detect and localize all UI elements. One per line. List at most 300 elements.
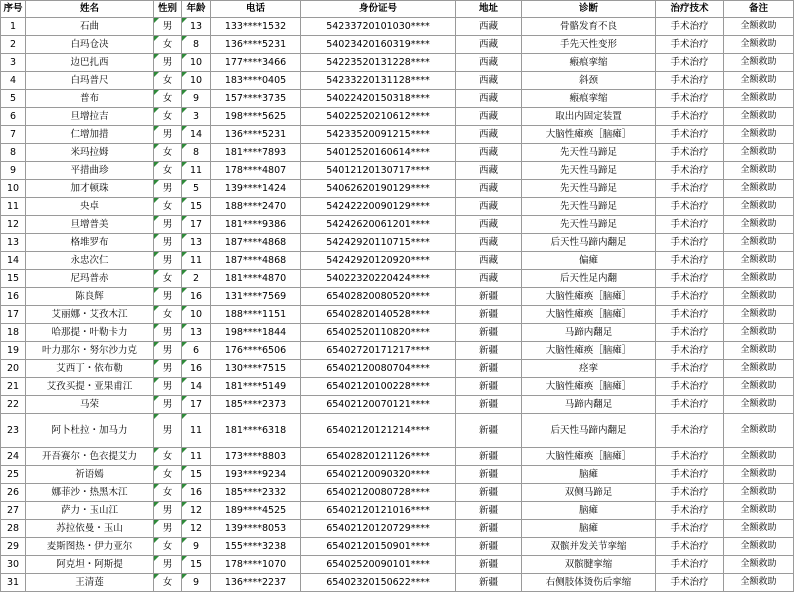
cell-phone: 188****1151 (211, 306, 301, 324)
cell-diagnosis: 先天性马蹄足 (522, 162, 656, 180)
cell-address: 新疆 (456, 466, 522, 484)
cell-phone: 177****3466 (211, 54, 301, 72)
cell-phone: 181****7893 (211, 144, 301, 162)
cell-sex: 男 (154, 180, 182, 198)
table-row (1, 484, 794, 502)
cell-id-number: 54022320220424**** (301, 270, 456, 288)
cell-name: 仁增加措 (26, 126, 154, 144)
cell-phone: 136****5231 (211, 126, 301, 144)
cell-age: 16 (182, 484, 211, 502)
cell-diagnosis: 骨骼发育不良 (522, 18, 656, 36)
cell-address: 西藏 (456, 144, 522, 162)
cell-age: 15 (182, 466, 211, 484)
cell-phone: 187****4868 (211, 252, 301, 270)
cell-note: 全额救助 (724, 252, 794, 270)
cell-index: 9 (1, 162, 26, 180)
cell-index: 8 (1, 144, 26, 162)
cell-diagnosis: 马蹄内翻足 (522, 324, 656, 342)
cell-id-number: 65402320150622**** (301, 574, 456, 592)
cell-address: 新疆 (456, 396, 522, 414)
cell-name: 王清莲 (26, 574, 154, 592)
table-row (1, 574, 794, 592)
cell-note: 全额救助 (724, 288, 794, 306)
header-row (1, 1, 794, 18)
table-row (1, 466, 794, 484)
cell-index: 24 (1, 448, 26, 466)
cell-index: 2 (1, 36, 26, 54)
table-row (1, 144, 794, 162)
cell-diagnosis: 马蹄内翻足 (522, 396, 656, 414)
cell-name: 祈语嫣 (26, 466, 154, 484)
cell-note: 全额救助 (724, 198, 794, 216)
cell-index: 17 (1, 306, 26, 324)
cell-diagnosis: 右侧肢体烫伤后挛缩 (522, 574, 656, 592)
cell-name: 旦增拉吉 (26, 108, 154, 126)
cell-age: 16 (182, 360, 211, 378)
cell-id-number: 54023420160319**** (301, 36, 456, 54)
table-row (1, 414, 794, 448)
cell-address: 西藏 (456, 54, 522, 72)
cell-phone: 181****4870 (211, 270, 301, 288)
cell-name: 格堆罗布 (26, 234, 154, 252)
cell-sex: 男 (154, 396, 182, 414)
cell-note: 全额救助 (724, 538, 794, 556)
cell-id-number: 65402120121016**** (301, 502, 456, 520)
cell-treatment: 手术治疗 (656, 414, 724, 448)
cell-id-number: 65402120100228**** (301, 378, 456, 396)
cell-phone: 139****8053 (211, 520, 301, 538)
table-row (1, 216, 794, 234)
cell-address: 西藏 (456, 162, 522, 180)
cell-phone: 178****1070 (211, 556, 301, 574)
header-index: 序号 (1, 1, 26, 18)
cell-phone: 130****7515 (211, 360, 301, 378)
cell-index: 10 (1, 180, 26, 198)
cell-sex: 男 (154, 378, 182, 396)
cell-name: 尼玛普赤 (26, 270, 154, 288)
cell-phone: 173****8803 (211, 448, 301, 466)
cell-name: 普布 (26, 90, 154, 108)
cell-name: 开吾赛尔・色衣提艾力 (26, 448, 154, 466)
table-row (1, 234, 794, 252)
cell-treatment: 手术治疗 (656, 306, 724, 324)
cell-index: 21 (1, 378, 26, 396)
cell-address: 新疆 (456, 538, 522, 556)
cell-age: 12 (182, 502, 211, 520)
header-address: 地址 (456, 1, 522, 18)
cell-address: 新疆 (456, 414, 522, 448)
cell-index: 13 (1, 234, 26, 252)
cell-index: 30 (1, 556, 26, 574)
cell-age: 11 (182, 252, 211, 270)
cell-diagnosis: 后天性足内翻 (522, 270, 656, 288)
cell-phone: 185****2373 (211, 396, 301, 414)
cell-treatment: 手术治疗 (656, 54, 724, 72)
cell-address: 西藏 (456, 72, 522, 90)
table-row (1, 270, 794, 288)
cell-age: 11 (182, 414, 211, 448)
cell-note: 全额救助 (724, 342, 794, 360)
cell-index: 16 (1, 288, 26, 306)
cell-note: 全额救助 (724, 54, 794, 72)
cell-address: 西藏 (456, 234, 522, 252)
header-note: 备注 (724, 1, 794, 18)
cell-address: 西藏 (456, 270, 522, 288)
cell-sex: 女 (154, 466, 182, 484)
cell-sex: 女 (154, 306, 182, 324)
table-row (1, 324, 794, 342)
cell-name: 阿克坦・阿斯提 (26, 556, 154, 574)
cell-treatment: 手术治疗 (656, 502, 724, 520)
cell-treatment: 手术治疗 (656, 252, 724, 270)
cell-address: 新疆 (456, 360, 522, 378)
cell-id-number: 65402120150901**** (301, 538, 456, 556)
cell-age: 2 (182, 270, 211, 288)
header-sex: 性别 (154, 1, 182, 18)
cell-address: 新疆 (456, 574, 522, 592)
cell-address: 西藏 (456, 90, 522, 108)
table-row (1, 396, 794, 414)
cell-phone: 176****6506 (211, 342, 301, 360)
cell-id-number: 65402120080728**** (301, 484, 456, 502)
cell-diagnosis: 大脑性瘫痪［脑瘫］ (522, 448, 656, 466)
cell-diagnosis: 偏瘫 (522, 252, 656, 270)
cell-treatment: 手术治疗 (656, 270, 724, 288)
cell-address: 西藏 (456, 180, 522, 198)
cell-diagnosis: 脑瘫 (522, 520, 656, 538)
cell-treatment: 手术治疗 (656, 90, 724, 108)
cell-sex: 女 (154, 144, 182, 162)
cell-phone: 181****5149 (211, 378, 301, 396)
cell-phone: 139****1424 (211, 180, 301, 198)
cell-id-number: 54062620190129**** (301, 180, 456, 198)
cell-treatment: 手术治疗 (656, 198, 724, 216)
cell-name: 叶力那尔・努尔沙力克 (26, 342, 154, 360)
cell-name: 艾西丁・依布勒 (26, 360, 154, 378)
cell-age: 13 (182, 234, 211, 252)
table-row (1, 72, 794, 90)
cell-phone: 133****1532 (211, 18, 301, 36)
cell-phone: 198****5625 (211, 108, 301, 126)
cell-age: 11 (182, 162, 211, 180)
cell-age: 15 (182, 556, 211, 574)
cell-diagnosis: 双侧马蹄足 (522, 484, 656, 502)
cell-note: 全额救助 (724, 324, 794, 342)
cell-diagnosis: 先天性马蹄足 (522, 216, 656, 234)
header-diagnosis: 诊断 (522, 1, 656, 18)
cell-note: 全额救助 (724, 574, 794, 592)
cell-address: 西藏 (456, 126, 522, 144)
cell-address: 新疆 (456, 378, 522, 396)
cell-id-number: 54022520210612**** (301, 108, 456, 126)
cell-id-number: 65402520090101**** (301, 556, 456, 574)
cell-diagnosis: 双髌腱挛缩 (522, 556, 656, 574)
cell-address: 西藏 (456, 216, 522, 234)
cell-sex: 女 (154, 448, 182, 466)
cell-sex: 男 (154, 54, 182, 72)
cell-diagnosis: 先天性马蹄足 (522, 198, 656, 216)
cell-id-number: 65402120080704**** (301, 360, 456, 378)
cell-diagnosis: 大脑性瘫痪［脑瘫］ (522, 342, 656, 360)
cell-id-number: 65402520110820**** (301, 324, 456, 342)
cell-treatment: 手术治疗 (656, 18, 724, 36)
cell-sex: 男 (154, 324, 182, 342)
cell-diagnosis: 先天性马蹄足 (522, 180, 656, 198)
cell-index: 23 (1, 414, 26, 448)
cell-diagnosis: 斜颈 (522, 72, 656, 90)
cell-note: 全额救助 (724, 234, 794, 252)
cell-name: 萨力・玉山江 (26, 502, 154, 520)
cell-index: 11 (1, 198, 26, 216)
header-phone: 电话 (211, 1, 301, 18)
cell-note: 全额救助 (724, 144, 794, 162)
cell-id-number: 54242220090129**** (301, 198, 456, 216)
cell-phone: 187****4868 (211, 234, 301, 252)
cell-index: 3 (1, 54, 26, 72)
cell-age: 12 (182, 520, 211, 538)
cell-sex: 男 (154, 288, 182, 306)
cell-address: 新疆 (456, 342, 522, 360)
cell-phone: 188****2470 (211, 198, 301, 216)
cell-phone: 185****2332 (211, 484, 301, 502)
header-name: 姓名 (26, 1, 154, 18)
cell-sex: 男 (154, 556, 182, 574)
cell-treatment: 手术治疗 (656, 144, 724, 162)
cell-sex: 男 (154, 252, 182, 270)
cell-diagnosis: 大脑性瘫痪［脑瘫］ (522, 306, 656, 324)
table-row (1, 342, 794, 360)
cell-address: 新疆 (456, 306, 522, 324)
cell-index: 18 (1, 324, 26, 342)
cell-sex: 男 (154, 414, 182, 448)
cell-index: 20 (1, 360, 26, 378)
table-body (1, 18, 794, 592)
cell-address: 西藏 (456, 198, 522, 216)
cell-phone: 136****5231 (211, 36, 301, 54)
cell-index: 27 (1, 502, 26, 520)
cell-name: 哈那提・叶勒卡力 (26, 324, 154, 342)
cell-index: 25 (1, 466, 26, 484)
cell-id-number: 54012120130717**** (301, 162, 456, 180)
cell-note: 全额救助 (724, 126, 794, 144)
cell-age: 17 (182, 396, 211, 414)
cell-sex: 女 (154, 108, 182, 126)
cell-diagnosis: 大脑性瘫痪［脑瘫］ (522, 378, 656, 396)
cell-diagnosis: 大脑性瘫痪［脑瘫］ (522, 288, 656, 306)
cell-name: 旦增普美 (26, 216, 154, 234)
cell-name: 白玛仓决 (26, 36, 154, 54)
cell-name: 平措曲珍 (26, 162, 154, 180)
cell-age: 11 (182, 448, 211, 466)
cell-note: 全额救助 (724, 520, 794, 538)
cell-diagnosis: 先天性马蹄足 (522, 144, 656, 162)
header-treatment: 治疗技术 (656, 1, 724, 18)
table-row (1, 306, 794, 324)
cell-name: 阿卜杜拉・加马力 (26, 414, 154, 448)
cell-address: 新疆 (456, 448, 522, 466)
cell-treatment: 手术治疗 (656, 342, 724, 360)
cell-name: 陈良辉 (26, 288, 154, 306)
cell-note: 全额救助 (724, 396, 794, 414)
cell-age: 9 (182, 90, 211, 108)
table-row (1, 520, 794, 538)
cell-phone: 181****6318 (211, 414, 301, 448)
table-row (1, 538, 794, 556)
cell-diagnosis: 大脑性瘫痪［脑瘫］ (522, 126, 656, 144)
cell-treatment: 手术治疗 (656, 180, 724, 198)
cell-id-number: 65402820080520**** (301, 288, 456, 306)
cell-diagnosis: 后天性马蹄内翻足 (522, 234, 656, 252)
cell-note: 全额救助 (724, 466, 794, 484)
cell-name: 麦斯图热・伊力亚尔 (26, 538, 154, 556)
table-row (1, 360, 794, 378)
cell-id-number: 54233220131128**** (301, 72, 456, 90)
cell-note: 全额救助 (724, 72, 794, 90)
cell-phone: 181****9386 (211, 216, 301, 234)
cell-treatment: 手术治疗 (656, 574, 724, 592)
cell-treatment: 手术治疗 (656, 448, 724, 466)
cell-age: 10 (182, 306, 211, 324)
cell-id-number: 54022420150318**** (301, 90, 456, 108)
cell-treatment: 手术治疗 (656, 556, 724, 574)
cell-sex: 男 (154, 342, 182, 360)
cell-treatment: 手术治疗 (656, 126, 724, 144)
table-row (1, 198, 794, 216)
cell-treatment: 手术治疗 (656, 538, 724, 556)
cell-sex: 女 (154, 162, 182, 180)
cell-age: 9 (182, 538, 211, 556)
cell-index: 29 (1, 538, 26, 556)
cell-age: 14 (182, 378, 211, 396)
cell-sex: 女 (154, 72, 182, 90)
cell-name: 马荣 (26, 396, 154, 414)
cell-index: 1 (1, 18, 26, 36)
table-row (1, 378, 794, 396)
cell-note: 全额救助 (724, 502, 794, 520)
cell-note: 全额救助 (724, 108, 794, 126)
cell-phone: 183****0405 (211, 72, 301, 90)
cell-treatment: 手术治疗 (656, 234, 724, 252)
cell-age: 6 (182, 342, 211, 360)
cell-treatment: 手术治疗 (656, 484, 724, 502)
cell-note: 全额救助 (724, 360, 794, 378)
cell-diagnosis: 痉挛 (522, 360, 656, 378)
cell-id-number: 54233720101030**** (301, 18, 456, 36)
cell-treatment: 手术治疗 (656, 288, 724, 306)
table-row (1, 126, 794, 144)
table-row (1, 18, 794, 36)
table-row (1, 180, 794, 198)
cell-note: 全额救助 (724, 90, 794, 108)
cell-diagnosis: 双髌并发关节挛缩 (522, 538, 656, 556)
cell-name: 石曲 (26, 18, 154, 36)
cell-id-number: 65402720171217**** (301, 342, 456, 360)
cell-id-number: 54012520160614**** (301, 144, 456, 162)
cell-diagnosis: 取出内固定装置 (522, 108, 656, 126)
cell-index: 19 (1, 342, 26, 360)
cell-age: 15 (182, 198, 211, 216)
cell-id-number: 65402120070121**** (301, 396, 456, 414)
cell-index: 31 (1, 574, 26, 592)
cell-treatment: 手术治疗 (656, 396, 724, 414)
cell-phone: 157****3735 (211, 90, 301, 108)
cell-index: 4 (1, 72, 26, 90)
table-row (1, 108, 794, 126)
cell-treatment: 手术治疗 (656, 108, 724, 126)
cell-age: 8 (182, 36, 211, 54)
cell-treatment: 手术治疗 (656, 520, 724, 538)
cell-note: 全额救助 (724, 216, 794, 234)
cell-name: 永忠次仁 (26, 252, 154, 270)
cell-sex: 女 (154, 198, 182, 216)
cell-index: 5 (1, 90, 26, 108)
table-row (1, 502, 794, 520)
cell-age: 14 (182, 126, 211, 144)
cell-note: 全额救助 (724, 378, 794, 396)
cell-address: 新疆 (456, 502, 522, 520)
table-row (1, 54, 794, 72)
cell-diagnosis: 手先天性变形 (522, 36, 656, 54)
cell-name: 边巴扎西 (26, 54, 154, 72)
cell-address: 西藏 (456, 18, 522, 36)
cell-address: 西藏 (456, 252, 522, 270)
cell-note: 全额救助 (724, 36, 794, 54)
cell-diagnosis: 瘢痕挛缩 (522, 54, 656, 72)
cell-age: 9 (182, 574, 211, 592)
cell-treatment: 手术治疗 (656, 378, 724, 396)
cell-note: 全额救助 (724, 448, 794, 466)
cell-note: 全额救助 (724, 414, 794, 448)
cell-name: 苏拉依曼・玉山 (26, 520, 154, 538)
cell-diagnosis: 瘢痕挛缩 (522, 90, 656, 108)
cell-treatment: 手术治疗 (656, 324, 724, 342)
cell-phone: 131****7569 (211, 288, 301, 306)
cell-address: 西藏 (456, 108, 522, 126)
cell-name: 娜菲沙・热黑木江 (26, 484, 154, 502)
cell-address: 新疆 (456, 484, 522, 502)
cell-address: 新疆 (456, 556, 522, 574)
cell-phone: 178****4807 (211, 162, 301, 180)
cell-id-number: 65402820140528**** (301, 306, 456, 324)
table-row (1, 556, 794, 574)
cell-note: 全额救助 (724, 484, 794, 502)
header-id-number: 身份证号 (301, 1, 456, 18)
cell-diagnosis: 脑瘫 (522, 502, 656, 520)
table-row (1, 90, 794, 108)
cell-id-number: 65402120120729**** (301, 520, 456, 538)
cell-treatment: 手术治疗 (656, 162, 724, 180)
cell-name: 米玛拉姆 (26, 144, 154, 162)
cell-sex: 男 (154, 126, 182, 144)
cell-index: 7 (1, 126, 26, 144)
cell-treatment: 手术治疗 (656, 466, 724, 484)
cell-address: 西藏 (456, 36, 522, 54)
cell-index: 26 (1, 484, 26, 502)
cell-age: 10 (182, 72, 211, 90)
cell-note: 全额救助 (724, 270, 794, 288)
cell-id-number: 54242920110715**** (301, 234, 456, 252)
cell-name: 加才顿珠 (26, 180, 154, 198)
cell-sex: 男 (154, 520, 182, 538)
cell-id-number: 54233520091215**** (301, 126, 456, 144)
cell-age: 8 (182, 144, 211, 162)
cell-phone: 193****9234 (211, 466, 301, 484)
cell-sex: 女 (154, 270, 182, 288)
cell-id-number: 54223520131228**** (301, 54, 456, 72)
cell-index: 14 (1, 252, 26, 270)
cell-age: 16 (182, 288, 211, 306)
cell-treatment: 手术治疗 (656, 216, 724, 234)
